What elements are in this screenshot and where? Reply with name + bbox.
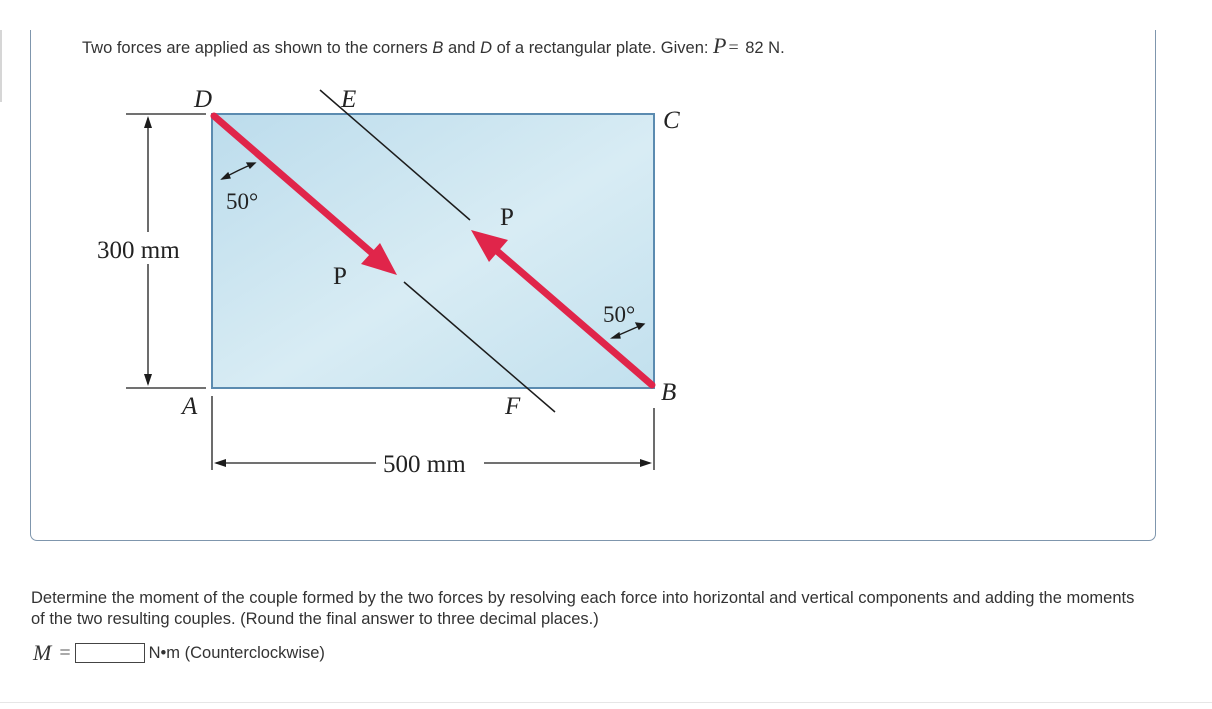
given-value: 82 N. [740, 39, 785, 57]
corner-b-ref: B [432, 39, 444, 57]
rectangular-plate [212, 114, 654, 388]
given-equals: = [728, 37, 739, 57]
moment-answer-input[interactable] [75, 643, 145, 663]
intro-text-2: of a rectangular plate. Given: [492, 39, 714, 57]
answer-unit: N•m (Counterclockwise) [148, 643, 325, 662]
corner-label-b: B [661, 379, 677, 406]
corner-d-ref: D [480, 39, 492, 57]
given-symbol: P [713, 33, 727, 58]
corner-label-c: C [663, 107, 680, 134]
answer-row [33, 640, 325, 666]
corner-label-d: D [194, 86, 213, 113]
question-text: Determine the moment of the couple formed by the two forces by resolving each force into horizontal and vertical components and adding the moments of the two resulting couples. (Round the final answer to three decimal places.) [31, 589, 1135, 628]
width-dimension-label: 500 mm [383, 451, 466, 478]
angle-label-bottom: 50° [603, 302, 636, 327]
point-label-e: E [341, 86, 357, 113]
answer-equals: = [59, 641, 71, 664]
corner-label-a: A [182, 393, 198, 420]
bottom-divider [0, 702, 1212, 703]
intro-text-1: Two forces are applied as shown to the corners [82, 39, 433, 57]
force-label-left: P [333, 263, 347, 290]
angle-label-top: 50° [226, 189, 259, 214]
answer-variable: M [33, 640, 52, 665]
height-dimension-label: 300 mm [97, 237, 180, 264]
force-label-right: P [500, 204, 514, 231]
intro-text-and: and [443, 39, 481, 57]
point-label-f: F [505, 393, 521, 420]
